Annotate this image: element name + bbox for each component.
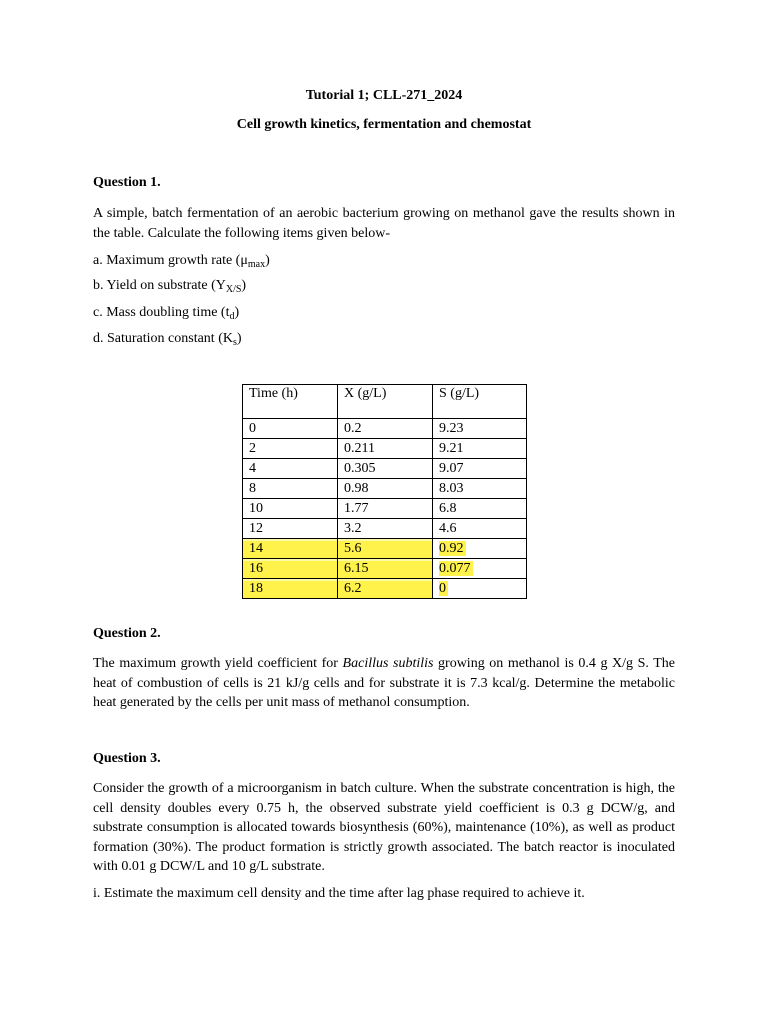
question-1-heading: Question 1. xyxy=(93,175,161,190)
table-cell: 8 xyxy=(243,479,338,499)
question-3-text: Consider the growth of a microorganism in batch culture. When the substrate concentration is high, the cell density doubles every 0.75 h, the observed substrate yield coefficient is 0.3 g DCW/g, and substrate consumption is allocated towards biosynthesis (60%), maintenance (10%), as well as product formation (30%). The product formation is strictly growth associated. The batch reactor is inoculated with 0.01 g DCW/L and 10 g/L substrate. xyxy=(93,781,675,874)
table-cell: 4 xyxy=(243,459,338,479)
header-x: X (g/L) xyxy=(338,385,433,419)
table-cell: 0.077 xyxy=(433,559,527,579)
organism-name: Bacillus subtilis xyxy=(342,656,434,671)
page-title: Tutorial 1; CLL-271_2024 xyxy=(305,88,463,103)
table-cell: 3.2 xyxy=(338,519,433,539)
table-cell: 9.23 xyxy=(433,419,527,439)
page-subtitle: Cell growth kinetics, fermentation and chemostat xyxy=(236,117,532,132)
question-1-intro: A simple, batch fermentation of an aerobic bacterium growing on methanol gave the results shown in the table. Calculate the following items given below- xyxy=(93,206,675,241)
q1-item-a: a. Maximum growth rate $(\mu_{max})$ xyxy=(93,253,270,270)
table-cell: 2 xyxy=(243,439,338,459)
table-cell: 0.305 xyxy=(338,459,433,479)
data-table xyxy=(242,384,527,599)
table-header-row xyxy=(243,385,527,419)
table-cell: 18 xyxy=(243,579,338,599)
table-cell: 0.2 xyxy=(338,419,433,439)
table-row xyxy=(243,419,527,439)
question-2-text: The maximum growth yield coefficient for Bacillus subtilis growing on methanol is 0.4 g X/g S. The heat of combustion of cells is 21 kJ/g cells and for substrate it is 7.3 kcal/g. Determine the metabolic heat generated by the cells per unit mass of methanol consumption. xyxy=(93,656,675,710)
table-cell: 5.6 xyxy=(338,539,433,559)
table-cell: 0.92 xyxy=(433,539,527,559)
q1-item-d: d. Saturation constant $(K_s)$ xyxy=(93,331,242,348)
table-cell: 10 xyxy=(243,499,338,519)
table-cell: 14 xyxy=(243,539,338,559)
table-row xyxy=(243,459,527,479)
question-3-heading: Question 3. xyxy=(93,751,161,766)
table-cell: 16 xyxy=(243,559,338,579)
question-2-heading: Question 2. xyxy=(93,626,161,641)
q1-item-b: b. Yield on substrate $(Y_{X/S})$ xyxy=(93,278,247,295)
table-cell: 6.8 xyxy=(433,499,527,519)
table-cell: 9.21 xyxy=(433,439,527,459)
header-s: S (g/L) xyxy=(433,385,527,419)
table-cell: 12 xyxy=(243,519,338,539)
question-3-item-i: i. Estimate the maximum cell density and the time after lag phase required to achieve it. xyxy=(93,886,585,901)
table-row xyxy=(243,519,527,539)
table-cell: 0 xyxy=(433,579,527,599)
table-row xyxy=(243,499,527,519)
table-row xyxy=(243,479,527,499)
table-cell: 0.211 xyxy=(338,439,433,459)
table-cell: 8.03 xyxy=(433,479,527,499)
table-cell: 1.77 xyxy=(338,499,433,519)
table-cell: 6.2 xyxy=(338,579,433,599)
table-row xyxy=(243,439,527,459)
q1-item-c: c. Mass doubling time $(t_d)$ xyxy=(93,305,240,322)
table-row-highlighted xyxy=(243,579,527,599)
header-time: Time (h) xyxy=(243,385,338,419)
table-cell: 6.15 xyxy=(338,559,433,579)
table-cell: 9.07 xyxy=(433,459,527,479)
table-row-highlighted xyxy=(243,539,527,559)
table-cell: 0.98 xyxy=(338,479,433,499)
table-cell: 0 xyxy=(243,419,338,439)
table-cell: 4.6 xyxy=(433,519,527,539)
table-row-highlighted xyxy=(243,559,527,579)
